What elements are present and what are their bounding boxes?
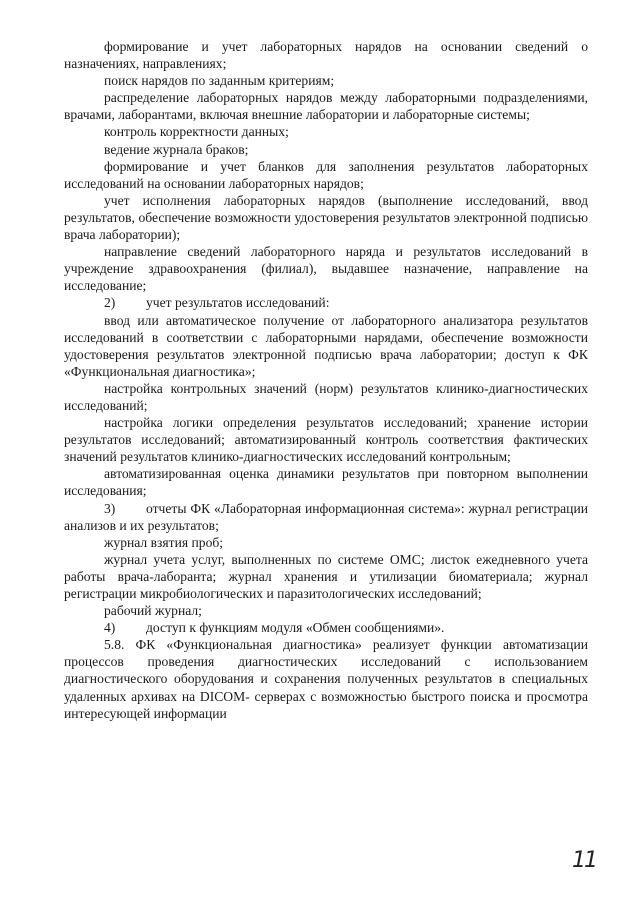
numbered-paragraph: 4) доступ к функциям модуля «Обмен сообщениями». [104, 620, 445, 636]
paragraph: журнал учета услуг, выполненных по системе ОМС; листок ежедневного учета работы врача-лаборанта; журнал хранения и утилизации биоматериала; журнал регистрации микробиологических и паразитологических исследований; [64, 551, 588, 601]
paragraph: контроль корректности данных; [104, 124, 289, 140]
document-body [64, 38, 588, 722]
paragraph: распределение лабораторных нарядов между лабораторными подразделениями, врачами, лаборантами, включая внешние лаборатории и лабораторные системы; [64, 90, 588, 123]
section-paragraph: 5.8. ФК «Функциональная диагностика» реализует функции автоматизации процессов проведения диагностических исследований с использованием диагностического оборудования и сохранения полученных результатов в специальных удаленных архивах на DICOM- серверах с возможностью быстрого поиска и просмотра интересующей информации [64, 637, 588, 721]
paragraph: учет исполнения лабораторных нарядов (выполнение исследований, ввод результатов, обеспечение возможности удостоверения результатов электронной подписью врача лаборатории); [64, 192, 588, 243]
page-number: 11 [572, 848, 596, 873]
paragraph: автоматизированная оценка динамики результатов при повторном выполнении исследования; [64, 466, 588, 499]
paragraph: настройка логики определения результатов исследований; хранение истории результатов исследований; автоматизированный контроль соответствия фактических значений результатов клинико-диагностических исследований контрольным; [64, 415, 588, 465]
paragraph: журнал взятия проб; [104, 534, 224, 550]
item-number: 4) [104, 620, 116, 636]
paragraph: формирование и учет лабораторных нарядов на основании сведений о назначениях, направлениях; [64, 39, 588, 72]
item-number: 3) [104, 500, 116, 516]
paragraph: ведение журнала браков; [104, 141, 249, 157]
paragraph: поиск нарядов по заданным критериям; [104, 73, 335, 89]
numbered-paragraph: 2) учет результатов исследований: [104, 295, 330, 311]
paragraph: формирование и учет бланков для заполнения результатов лабораторных исследований на основании лабораторных нарядов; [64, 158, 588, 191]
paragraph: настройка контрольных значений (норм) результатов клинико-диагностических исследований; [64, 380, 588, 413]
paragraph: ввод или автоматическое получение от лабораторного анализатора результатов исследований в соответствии с лабораторными нарядами, обеспечение возможности удостоверения результатов электронной подписью врача лаборатории; доступ к ФК «Функциональная диагностика»; [64, 312, 588, 379]
item-number: 2) [104, 295, 116, 311]
numbered-paragraph: 3) отчеты ФК «Лабораторная информационная система»: журнал регистрации анализов и их результатов; [64, 500, 588, 533]
paragraph: рабочий журнал; [104, 603, 202, 619]
paragraph: направление сведений лабораторного наряда и результатов исследований в учреждение здравоохранения (филиал), выдавшее назначение, направление на исследование; [64, 244, 588, 294]
